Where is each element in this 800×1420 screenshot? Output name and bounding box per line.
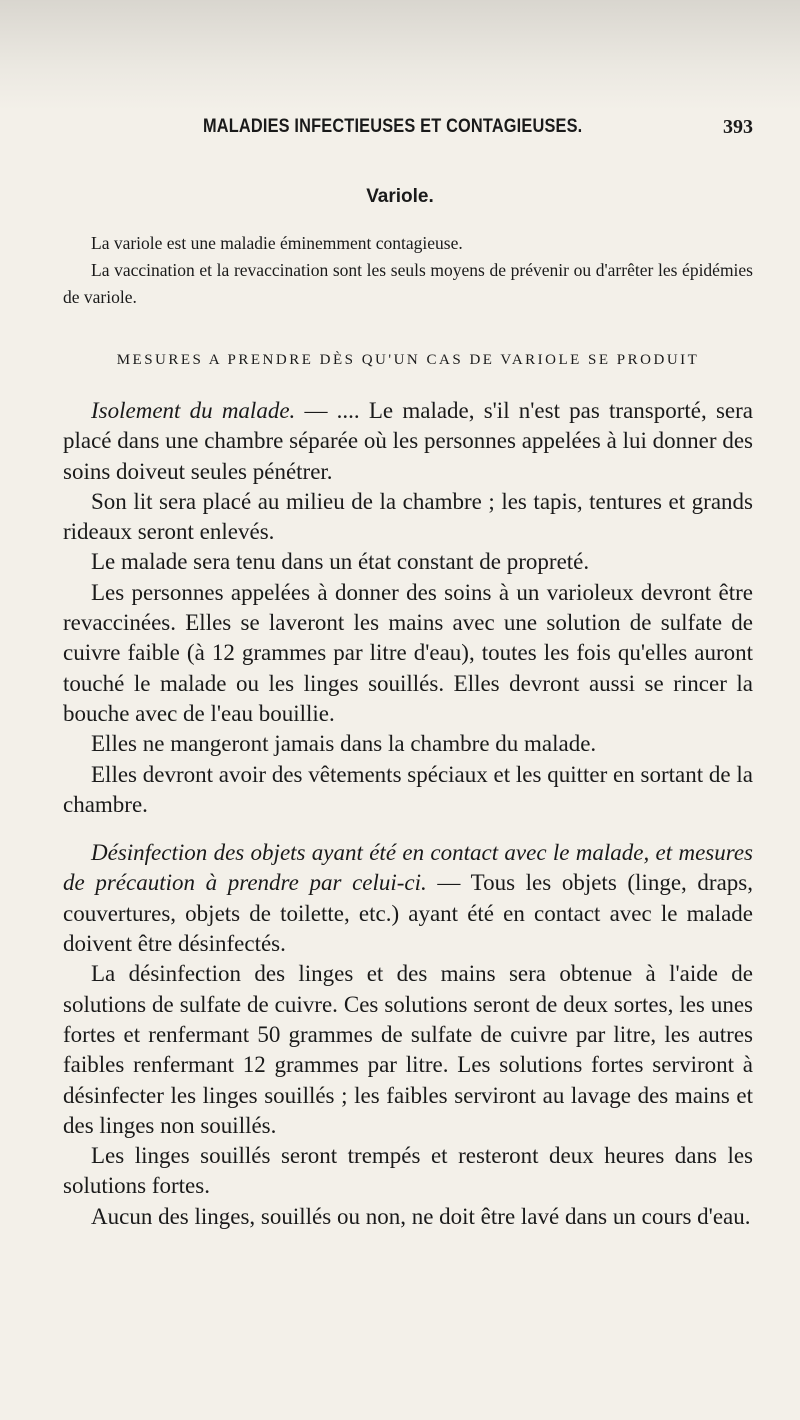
isolement-paragraph	[63, 396, 753, 487]
desinfection-paragraph	[63, 838, 753, 959]
body-paragraph: Elles devront avoir des vêtements spéciaux et les quitter en sortant de la chambre.	[63, 761, 753, 817]
body-paragraph: Le malade sera tenu dans un état constant de propreté.	[91, 549, 590, 575]
body-paragraph: Les personnes appelées à donner des soins à un varioleux devront être revaccinées. Elles se laveront les mains avec une solution de sulfate de cuivre faible (à 12 grammes par litre d'eau), toutes les fois qu'elles auront touché le malade ou les linges souillés. Elles devront aussi se rincer la bouche avec de l'eau bouillie.	[63, 579, 753, 726]
intro-paragraph: La vaccination et la revaccination sont les seuls moyens de prévenir ou d'arrêter les épidémies de variole.	[63, 260, 753, 307]
body-text	[63, 396, 753, 1232]
isolement-lead: — .... Le malade, s'il n'est pas transporté, sera placé dans une chambre séparée où les personnes appelées à lui donner des soins doiveut seules pénétrer.	[63, 398, 753, 484]
intro-block	[63, 230, 753, 311]
running-title: MALADIES INFECTIEUSES ET CONTAGIEUSES.	[203, 116, 583, 137]
running-header	[63, 116, 753, 144]
body-paragraph: Son lit sera placé au milieu de la chambre ; les tapis, tentures et grands rideaux seront enlevés.	[63, 488, 753, 545]
desinfection-title: Désinfection des objets ayant été en contact avec le malade, et mesures de précaution à prendre par celui-ci.	[63, 840, 753, 896]
page-number: 393	[723, 116, 753, 138]
desinfection-lead: — Tous les objets (linge, draps, couvertures, objets de toilette, etc.) ayant été en contact avec le malade doivent être désinfectés.	[63, 870, 753, 957]
body-paragraph: Les linges souillés seront trempés et resteront deux heures dans les solutions fortes.	[63, 1143, 753, 1199]
body-paragraph: Elles ne mangeront jamais dans la chambre du malade.	[91, 731, 597, 757]
isolement-title: Isolement du malade.	[91, 398, 296, 423]
intro-paragraph: La variole est une maladie éminemment contagieuse.	[91, 233, 463, 253]
body-paragraph: La désinfection des linges et des mains sera obtenue à l'aide de solutions de sulfate de cuivre. Ces solutions seront de deux sortes, les unes fortes et renfermant 50 grammes de sulfate de cuivre par litre, les autres faibles renfermant 12 grammes par litre. Les solutions fortes serviront à désinfecter les linges souillés ; les faibles serviront au lavage des mains et des linges non souillés.	[63, 961, 753, 1138]
measures-subheading: MESURES A PRENDRE DÈS QU'UN CAS DE VARIOLE SE PRODUIT	[116, 352, 700, 368]
body-paragraph: Aucun des linges, souillés ou non, ne doit être lavé dans un cours d'eau.	[91, 1203, 751, 1229]
section-title: Variole.	[366, 186, 434, 207]
page-shadow	[0, 0, 800, 110]
